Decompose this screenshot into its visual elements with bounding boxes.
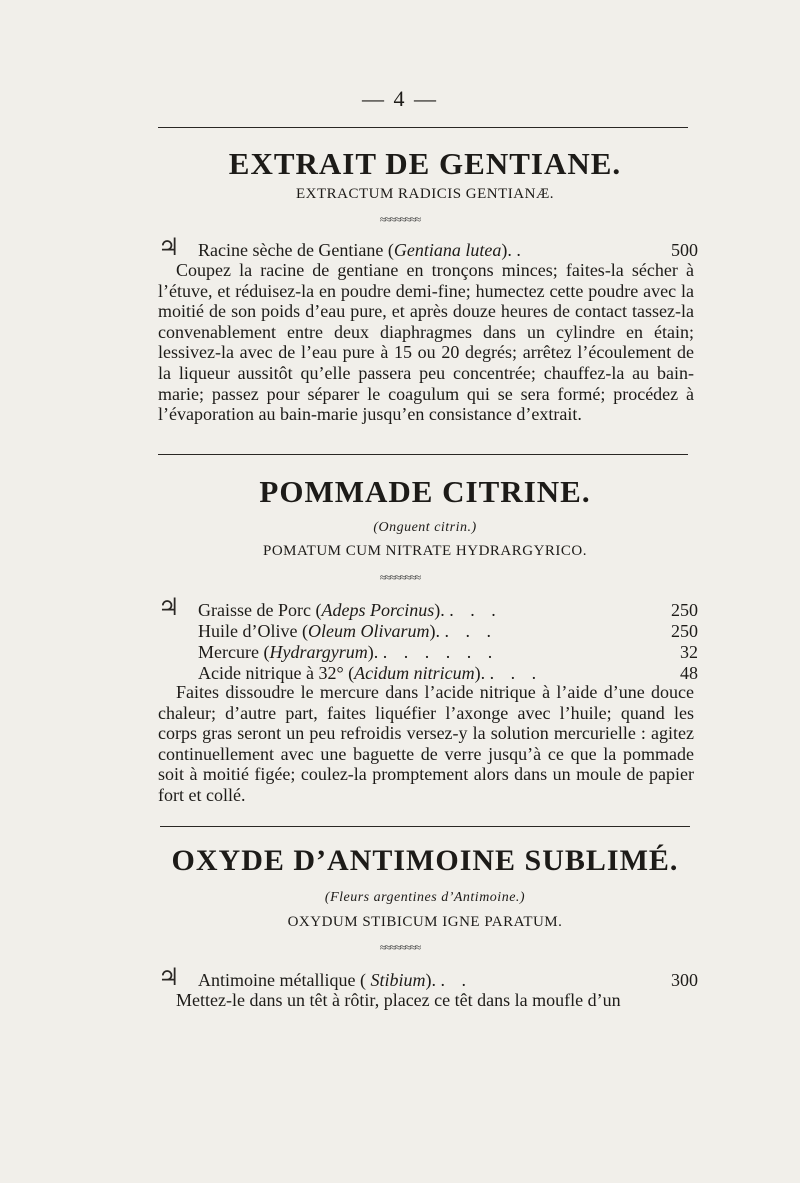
section-rule — [160, 826, 690, 827]
ingredient-quantity: 500 — [671, 240, 698, 260]
ingredient-name: Graisse de Porc (Adeps Porcinus). . . . — [198, 600, 502, 620]
recipe-symbol-icon: ♃ — [158, 595, 180, 621]
section-title: POMMADE CITRINE. — [259, 474, 591, 509]
recipe-symbol-icon: ♃ — [158, 965, 180, 991]
ingredient-row — [158, 621, 698, 642]
ornament-divider: ≈≈≈≈≈≈≈≈ — [379, 214, 421, 226]
ingredient-row — [158, 965, 698, 991]
ingredient-name: Huile d’Olive (Oleum Olivarum). . . . — [198, 621, 497, 641]
ingredient-quantity: 250 — [671, 621, 698, 641]
ingredient-list — [158, 235, 698, 261]
ornament-divider: ≈≈≈≈≈≈≈≈ — [379, 942, 421, 954]
ingredient-row — [158, 595, 698, 621]
section-title: EXTRAIT DE GENTIANE. — [228, 146, 622, 181]
instructions-paragraph: Coupez la racine de gentiane en tronçons minces; faites-la sécher à l’étuve, et réduisez-la en poudre demi-fine; humectez cette poudre avec la moitié de son poids d’eau pure, et après douze heures de contact tassez-la convenablement entre deux diaphragmes dans un cylindre en étain; lessivez-la avec de l’eau pure à 15 ou 20 degrés; arrêtez l’écoulement de la liqueur aussitôt qu’elle passera peu concentrée; chauffez-la au bain-marie; passez pour séparer le coagulum qui se sera formé; procédez à l’évaporation au bain-marie jusqu’en consistance d’extrait. — [158, 260, 694, 425]
ingredient-list — [158, 595, 698, 684]
ingredient-row — [158, 235, 698, 261]
section-latin-title: POMATUM CUM NITRATE HYDRARGYRICO. — [262, 543, 588, 559]
ingredient-name: Racine sèche de Gentiane (Gentiana lutea). . — [198, 240, 527, 260]
ingredient-name: Antimoine métallique ( Stibium). . . — [198, 970, 472, 990]
ingredient-name: Mercure (Hydrargyrum). . . . . . . — [198, 642, 499, 662]
ingredient-quantity: 32 — [680, 642, 698, 662]
ingredient-row — [158, 663, 698, 684]
section-latin-title: OXYDUM STIBICUM IGNE PARATUM. — [287, 914, 563, 930]
instructions-paragraph: Mettez-le dans un têt à rôtir, placez ce têt dans la moufle d’un — [176, 990, 621, 1010]
recipe-symbol-icon: ♃ — [158, 235, 180, 261]
section-title: OXYDE D’ANTIMOINE SUBLIMÉ. — [171, 844, 679, 877]
header-rule — [158, 127, 688, 128]
ornament-divider: ≈≈≈≈≈≈≈≈ — [379, 572, 421, 584]
ingredient-quantity: 250 — [671, 600, 698, 620]
section-rule — [158, 454, 688, 455]
ingredient-name: Acide nitrique à 32° (Acidum nitricum). . . . — [198, 663, 543, 683]
section-alt-name: (Fleurs argentines d’Antimoine.) — [324, 890, 526, 905]
ingredient-quantity: 48 — [680, 663, 698, 683]
instructions-paragraph: Faites dissoudre le mercure dans l’acide nitrique à l’aide d’une douce chaleur; d’autre part, faites liquéfier l’axonge avec l’huile; quand les corps gras seront un peu refroidis versez-y la solution mercurielle : agitez continuellement avec une baguette de verre jusqu’à ce que la pommade soit à moitié figée; coulez-la promptement alors dans un moule de papier fort et collé. — [158, 682, 694, 805]
page-number: — 4 — — [362, 86, 438, 111]
section-alt-name: (Onguent citrin.) — [373, 520, 477, 535]
ingredient-row — [158, 642, 698, 663]
ingredient-quantity: 300 — [671, 970, 698, 990]
ingredient-list — [158, 965, 698, 991]
section-latin-title: EXTRACTUM RADICIS GENTIANÆ. — [295, 186, 555, 202]
